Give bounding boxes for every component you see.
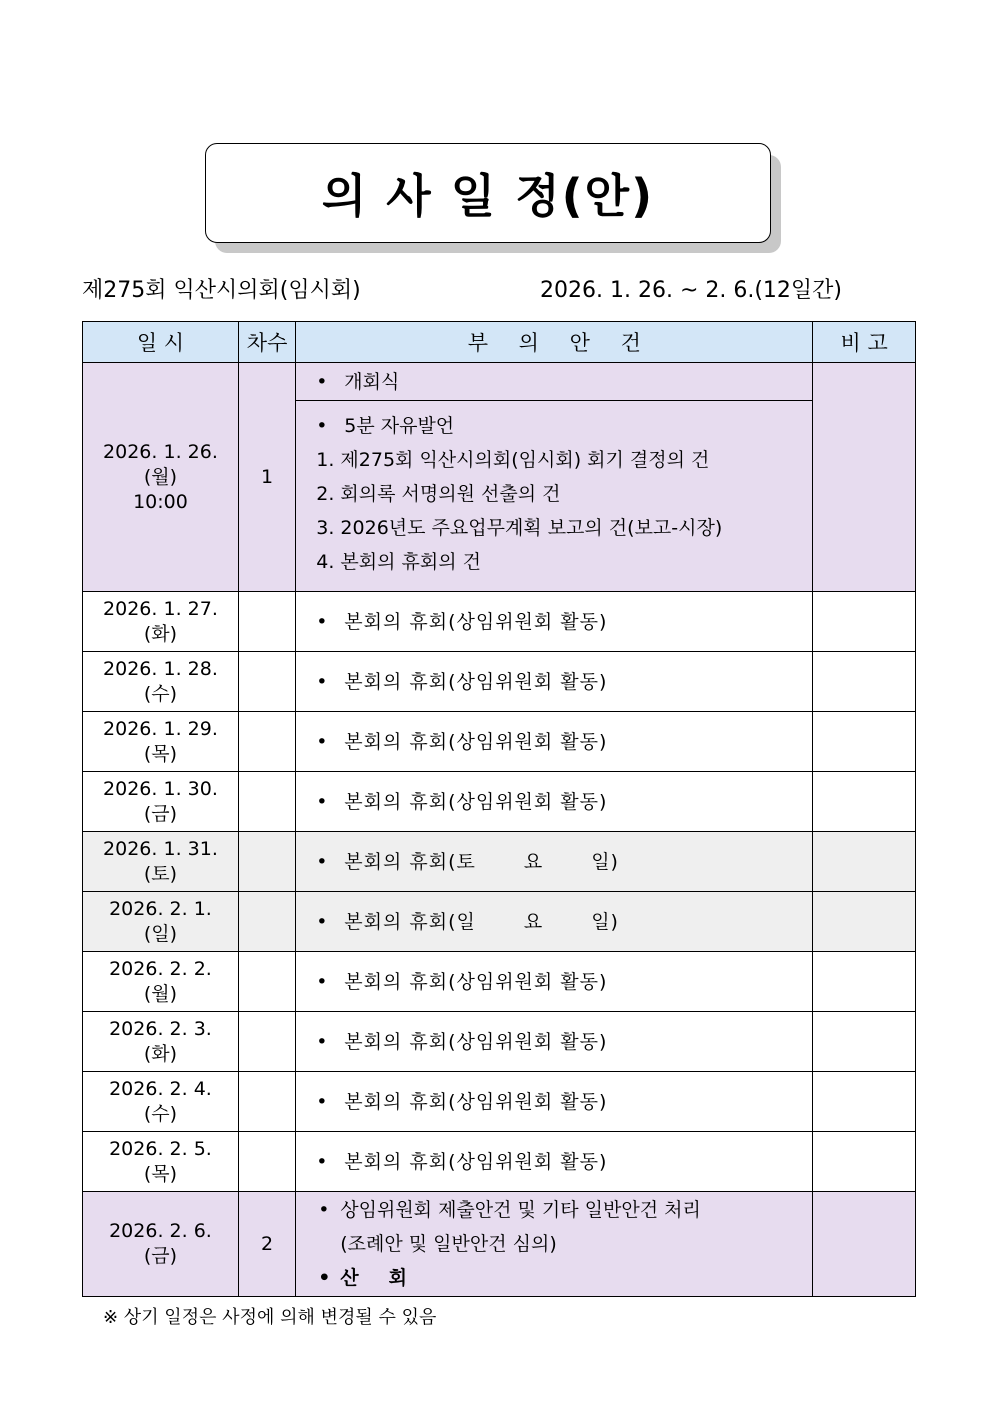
agenda-text: 일): [591, 910, 619, 933]
time-text: 10:00: [133, 490, 188, 513]
day-text: (화): [143, 1042, 178, 1065]
agenda-cell: [296, 772, 813, 832]
note-cell: [813, 363, 916, 592]
agenda-text: 요: [523, 910, 544, 933]
bullet-icon: •: [316, 370, 328, 393]
agenda-text: 본회의 휴회(상임위원회 활동): [344, 1150, 608, 1173]
session-number: [238, 832, 295, 892]
agenda-cell: [296, 1132, 813, 1192]
day-text: (토): [143, 862, 178, 885]
agenda-text: 본회의 휴회(상임위원회 활동): [344, 610, 608, 633]
header-agenda: 부 의 안 건: [296, 322, 813, 363]
date-cell: [83, 363, 239, 592]
session-period: 2026. 1. 26. ~ 2. 6.(12일간): [540, 278, 843, 303]
bullet-icon: •: [316, 910, 329, 933]
session-number: [238, 892, 295, 952]
note-cell: [813, 1132, 916, 1192]
session-number: [238, 772, 295, 832]
agenda-cell: [296, 952, 813, 1012]
note-cell: [813, 1012, 916, 1072]
date-cell: [83, 592, 239, 652]
note-cell: [813, 1072, 916, 1132]
session-number: [238, 1072, 295, 1132]
date-cell: [83, 1132, 239, 1192]
table-row: [83, 592, 916, 652]
session-name: 제275회 익산시의회(임시회): [82, 278, 361, 303]
session-number: [238, 952, 295, 1012]
adjourn-b: 회: [388, 1267, 407, 1289]
header-note: 비 고: [813, 322, 916, 363]
note-cell: [813, 952, 916, 1012]
session-number: [238, 652, 295, 712]
date-text: 2026. 2. 5.: [109, 1137, 212, 1160]
agenda-item-sub: (조례안 및 일반안건 심의): [340, 1233, 557, 1255]
table-row: [83, 952, 916, 1012]
session-number: [238, 592, 295, 652]
footnote: ※ 상기 일정은 사정에 의해 변경될 수 있음: [103, 1307, 437, 1328]
agenda-cell: [296, 712, 813, 772]
bullet-icon: •: [318, 1267, 331, 1289]
agenda-text: 일): [591, 850, 619, 873]
date-cell: [83, 712, 239, 772]
session-number: [238, 1132, 295, 1192]
bullet-icon: •: [316, 415, 328, 437]
day-text: (금): [143, 802, 178, 825]
session-number: 1: [238, 363, 295, 592]
agenda-cell: [296, 652, 813, 712]
agenda-text: 본회의 휴회(상임위원회 활동): [344, 730, 608, 753]
agenda-text: 본회의 휴회(상임위원회 활동): [344, 670, 608, 693]
date-text: 2026. 1. 27.: [103, 597, 218, 620]
table-row: [83, 1132, 916, 1192]
agenda-cell: [296, 592, 813, 652]
session-number: [238, 712, 295, 772]
table-row: [83, 772, 916, 832]
table-row: [83, 712, 916, 772]
agenda-cell: [296, 832, 813, 892]
day-text: (목): [143, 1162, 178, 1185]
date-cell: [83, 772, 239, 832]
date-text: 2026. 2. 6.: [109, 1220, 212, 1242]
agenda-text: 본회의 휴회(상임위원회 활동): [344, 1090, 608, 1113]
date-cell: [83, 952, 239, 1012]
agenda-item: 3. 2026년도 주요업무계획 보고의 건(보고-시장): [316, 517, 723, 539]
page-title: 의 사 일 정(안): [321, 169, 655, 223]
agenda-text: 요: [523, 850, 544, 873]
note-cell: [813, 712, 916, 772]
agenda-text: 본회의 휴회(상임위원회 활동): [344, 790, 608, 813]
bullet-icon: •: [316, 1030, 329, 1053]
table-row: [83, 363, 916, 401]
day-text: (금): [143, 1245, 178, 1267]
bullet-icon: •: [316, 730, 329, 753]
date-text: 2026. 1. 28.: [103, 657, 218, 680]
date-cell: [83, 652, 239, 712]
table-row: [83, 1192, 916, 1297]
agenda-cell: [296, 892, 813, 952]
note-cell: [813, 892, 916, 952]
agenda-text: 본회의 휴회(상임위원회 활동): [344, 970, 608, 993]
agenda-text: 본회의 휴회(일: [344, 910, 476, 933]
agenda-cell: [296, 401, 813, 592]
session-number: 2: [238, 1192, 295, 1297]
day-text: (일): [143, 922, 178, 945]
bullet-icon: •: [316, 670, 329, 693]
date-text: 2026. 2. 1.: [109, 897, 212, 920]
table-row: [83, 1012, 916, 1072]
table-row: [83, 892, 916, 952]
bullet-icon: •: [316, 790, 329, 813]
date-text: 2026. 1. 29.: [103, 717, 218, 740]
header-date: 일 시: [83, 322, 239, 363]
header-no: 차수: [238, 322, 295, 363]
bullet-icon: •: [316, 1150, 329, 1173]
agenda-item: 1. 제275회 익산시의회(임시회) 회기 결정의 건: [316, 449, 710, 471]
note-cell: [813, 652, 916, 712]
agenda-item: 2. 회의록 서명의원 선출의 건: [316, 483, 561, 505]
date-cell: [83, 1012, 239, 1072]
day-text: (수): [143, 682, 178, 705]
table-row: [83, 652, 916, 712]
agenda-item: 4. 본회의 휴회의 건: [316, 551, 481, 573]
adjourn-a: 산: [340, 1267, 359, 1289]
date-text: 2026. 1. 30.: [103, 777, 218, 800]
day-text: (수): [143, 1102, 178, 1125]
day-text: (화): [143, 622, 178, 645]
agenda-text: 본회의 휴회(상임위원회 활동): [344, 1030, 608, 1053]
table-header-row: [83, 322, 916, 363]
agenda-speech: 5분 자유발언: [344, 415, 455, 437]
agenda-cell: [296, 363, 813, 401]
session-number: [238, 1012, 295, 1072]
bullet-icon: •: [316, 1090, 329, 1113]
day-text: (목): [143, 742, 178, 765]
note-cell: [813, 592, 916, 652]
bullet-icon: •: [316, 970, 329, 993]
bullet-icon: •: [318, 1199, 330, 1221]
table-row: [83, 1072, 916, 1132]
agenda-cell: [296, 1012, 813, 1072]
agenda-cell: [296, 1072, 813, 1132]
bullet-icon: •: [316, 850, 329, 873]
agenda-item: 상임위원회 제출안건 및 기타 일반안건 처리: [340, 1199, 701, 1221]
date-text: 2026. 1. 26.: [103, 440, 218, 463]
note-cell: [813, 772, 916, 832]
day-text: (월): [143, 982, 178, 1005]
date-cell: [83, 832, 239, 892]
note-cell: [813, 1192, 916, 1297]
bullet-icon: •: [316, 610, 329, 633]
title-box: [205, 143, 771, 243]
date-cell: [83, 1192, 239, 1297]
date-text: 2026. 2. 3.: [109, 1017, 212, 1040]
schedule-table: [82, 321, 916, 1297]
date-cell: [83, 1072, 239, 1132]
agenda-opening: 개회식: [344, 370, 400, 393]
table-row: [83, 832, 916, 892]
date-text: 2026. 2. 2.: [109, 957, 212, 980]
date-text: 2026. 2. 4.: [109, 1077, 212, 1100]
agenda-text: 본회의 휴회(토: [344, 850, 476, 873]
date-text: 2026. 1. 31.: [103, 837, 218, 860]
note-cell: [813, 832, 916, 892]
agenda-cell: [296, 1192, 813, 1297]
date-cell: [83, 892, 239, 952]
day-text: (월): [143, 465, 178, 488]
